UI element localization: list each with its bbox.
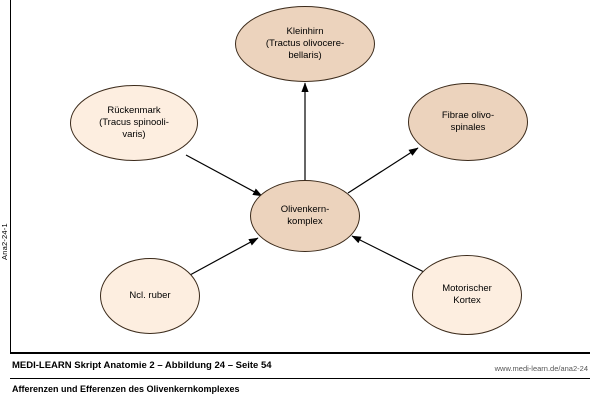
node-kleinhirn xyxy=(235,6,375,82)
node-fibrae-line-2: spinales xyxy=(450,122,486,133)
node-olivenkern-line-2: komplex xyxy=(287,216,323,227)
footer-mid-rule xyxy=(10,378,590,379)
node-ncl-ruber-line-1: Ncl. ruber xyxy=(129,290,171,301)
arrow-rueckenmark-to-olivenkern xyxy=(186,155,262,196)
figure-side-label-text: Ana2-24-1 xyxy=(0,223,9,260)
node-fibrae-line-1: Fibrae olivo- xyxy=(441,110,495,121)
arrow-nclruber-to-olivenkern xyxy=(190,238,258,275)
footer-url[interactable]: www.medi-learn.de/ana2-24 xyxy=(494,364,588,373)
node-rueckenmark-line-1: Rückenmark xyxy=(107,105,161,116)
node-ncl-ruber xyxy=(100,258,200,334)
node-kleinhirn-line-1: Kleinhirn xyxy=(286,26,324,37)
node-kortex-line-2: Kortex xyxy=(453,295,481,306)
arrow-kortex-to-olivenkern xyxy=(352,236,424,272)
node-olivenkernkomplex xyxy=(250,180,360,252)
node-kleinhirn-line-3: bellaris) xyxy=(288,50,322,61)
node-fibrae-olivospinales xyxy=(408,83,528,161)
node-olivenkern-line-1: Olivenkern- xyxy=(280,204,330,215)
figure-caption: Afferenzen und Efferenzen des Olivenkernkomplexes xyxy=(12,384,240,394)
arrow-olivenkern-to-fibrae xyxy=(348,148,418,193)
node-kortex-line-1: Motorischer xyxy=(442,283,492,294)
footer-citation: MEDI-LEARN Skript Anatomie 2 – Abbildung 24 – Seite 54 xyxy=(12,360,272,371)
node-motorischer-kortex xyxy=(412,255,522,335)
footer-top-rule xyxy=(10,352,590,354)
node-rueckenmark-line-2: (Tracus spinooli- xyxy=(99,117,169,128)
node-rueckenmark-line-3: varis) xyxy=(122,129,146,140)
node-kleinhirn-line-2: (Tractus olivocere- xyxy=(265,38,345,49)
node-rueckenmark xyxy=(70,85,198,161)
